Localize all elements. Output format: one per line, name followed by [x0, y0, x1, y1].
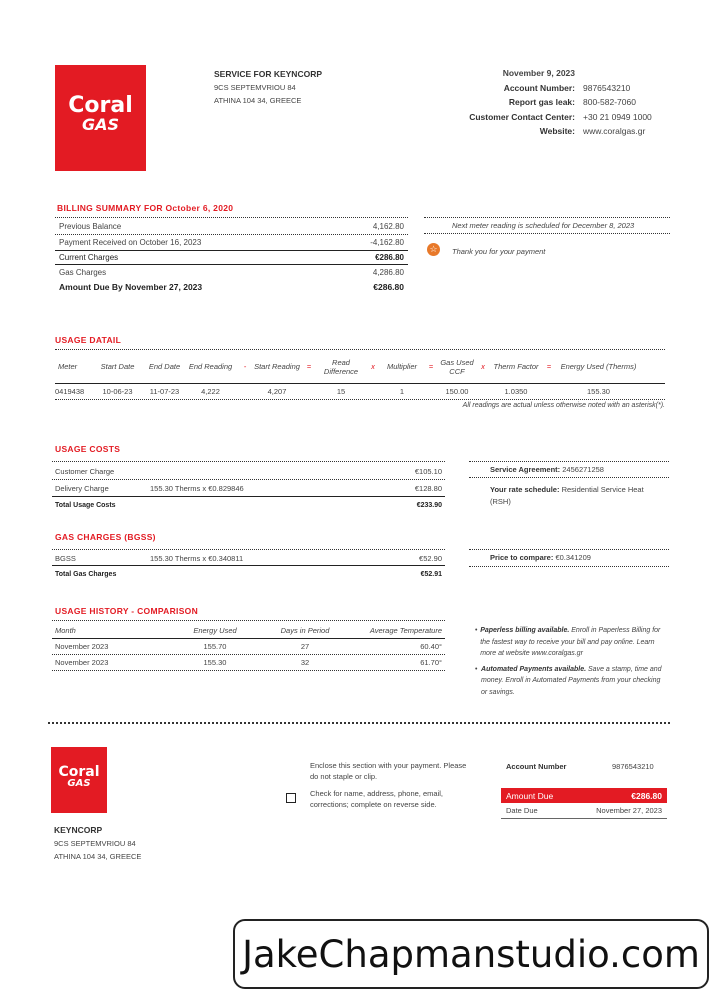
stub-name: KEYNCORP: [54, 825, 103, 835]
total-gas-label: Total Gas Charges: [55, 570, 117, 578]
total-usage-label: Total Usage Costs: [55, 501, 116, 509]
gas-leak-label: Report gas leak:: [508, 97, 575, 107]
usage-costs-title: USAGE COSTS: [55, 444, 121, 454]
divider: [469, 477, 669, 478]
cell-start-date: 10-06-23: [102, 387, 133, 396]
tear-line: [48, 722, 670, 724]
header-meter: Meter: [58, 362, 78, 371]
header-end-date: End Date: [148, 362, 181, 371]
divider: [424, 217, 670, 218]
history-energy: 155.70: [203, 642, 227, 651]
divider: [52, 549, 445, 550]
stub-address-1: 9CS SEPTEMVRIOU 84: [54, 839, 136, 848]
amount-due-label: Amount Due By November 27, 2023: [59, 282, 203, 292]
header-gas-used: Gas Used CCF: [440, 357, 474, 376]
usage-costs-table: [52, 463, 445, 513]
divider: [469, 566, 669, 567]
header-info: [420, 66, 680, 139]
service-agreement: [490, 465, 604, 474]
header-start-reading: Start Reading: [254, 362, 300, 371]
star-icon: ☆: [427, 243, 440, 256]
watermark-box: [233, 919, 709, 989]
autopay-title: Automated Payments available.: [481, 665, 587, 673]
header-start-date: Start Date: [100, 362, 135, 371]
previous-balance-label: Previous Balance: [59, 222, 122, 231]
divider: [55, 217, 408, 218]
contact-center-label: Customer Contact Center:: [469, 111, 575, 122]
website-value[interactable]: www.coralgas.gr: [583, 126, 646, 136]
contact-center-value: +30 21 0949 1000: [583, 111, 652, 122]
divider: [469, 549, 669, 550]
account-number-label: Account Number:: [503, 82, 575, 93]
header-read-difference: Read Difference: [323, 357, 359, 376]
company-logo: [55, 65, 146, 171]
delivery-charge-label: Delivery Charge: [55, 483, 109, 493]
current-charges-label: Current Charges: [59, 253, 119, 262]
sender-address-1: 9CS SEPTEMVRIOU 84: [214, 83, 296, 92]
rate-schedule-value: Residential Service Heat (RSH): [490, 485, 644, 506]
billing-summary-title: BILLING SUMMARY FOR October 6, 2020: [57, 203, 234, 213]
header-energy-used: Energy Used (Therms): [560, 362, 637, 371]
gas-charges-table: [52, 551, 445, 582]
cell-read-difference: 15: [336, 387, 346, 396]
stub-account-label: Account Number: [506, 762, 567, 771]
header-times: x: [371, 362, 375, 371]
header-minus: -: [243, 362, 247, 371]
price-to-compare-value: €0.341209: [555, 553, 591, 562]
logo-subtext: GAS: [67, 778, 91, 789]
total-usage-value: €233.90: [416, 501, 442, 509]
rate-schedule-label: Your rate schedule:: [490, 485, 560, 494]
billing-summary-table: [55, 219, 408, 295]
rate-schedule: [490, 484, 660, 508]
sender-name: SERVICE FOR KEYNCORP: [214, 69, 323, 79]
history-month: November 2023: [55, 642, 109, 651]
list-item: • Paperless billing available. Enroll in Paperless Billing for the fastest way to receive your bill and pay online. Learn more at website www.coralgas.gr: [475, 627, 661, 657]
list-item: • Automated Payments available. Save a stamp, time and money. Enroll in Automated Payments from your checking or savings.: [475, 665, 662, 696]
history-days: 27: [300, 642, 310, 651]
sender-block: [214, 68, 322, 107]
header-times: x: [481, 362, 485, 371]
usage-history-title: USAGE HISTORY - COMPARISON: [55, 606, 199, 616]
info-bullets: [475, 625, 665, 698]
gas-charges-title: GAS CHARGES (BGSS): [55, 532, 156, 542]
cell-end-reading: 4,222: [201, 387, 220, 396]
autopay-text: Save a stamp, time and money. Enroll in Automated Payments from your checking or savings.: [481, 665, 662, 696]
usage-detail-table: [55, 350, 665, 409]
gas-charges-label: Gas Charges: [59, 267, 107, 277]
correction-checkbox[interactable]: [286, 793, 296, 803]
sender-address-2: ATHINA 104 34, GREECE: [214, 96, 302, 105]
history-days: 32: [300, 658, 310, 667]
price-to-compare: [490, 553, 591, 562]
history-month: November 2023: [55, 658, 109, 667]
meter-reading-notice: Next meter reading is scheduled for December 8, 2023: [452, 221, 635, 230]
cell-multiplier: 1: [399, 387, 405, 396]
cell-meter: 0419438: [55, 387, 85, 396]
stub-amount-due-value: €286.80: [631, 790, 662, 801]
payment-received-label: Payment Received on October 16, 2023: [59, 238, 202, 247]
watermark-text: JakeChapmanstudio.com: [242, 932, 700, 976]
history-temperature: 60.40°: [420, 642, 442, 651]
total-gas-value: €52.91: [420, 570, 442, 578]
header-equals: =: [428, 362, 434, 371]
history-header-days: Days in Period: [280, 625, 330, 635]
history-header-energy: Energy Used: [193, 625, 237, 635]
price-to-compare-label: Price to compare:: [490, 553, 554, 562]
history-energy: 155.30: [203, 658, 227, 667]
previous-balance-value: 4,162.80: [372, 222, 404, 231]
current-charges-value: €286.80: [375, 253, 404, 262]
history-header-month: Month: [55, 625, 76, 635]
divider: [469, 461, 669, 462]
stub-account-value: 9876543210: [612, 762, 654, 771]
cell-gas-used: 150.00: [445, 387, 469, 396]
table-row: [55, 384, 665, 399]
header-end-reading: End Reading: [188, 362, 233, 371]
customer-charge-label: Customer Charge: [55, 466, 115, 476]
usage-detail-title: USAGE DATAIL: [55, 335, 122, 345]
logo-subtext: GAS: [81, 115, 120, 134]
payment-received-value: -4,162.80: [370, 238, 404, 247]
bgss-label: BGSS: [55, 553, 76, 563]
statement-date: November 9, 2023: [502, 68, 575, 78]
divider: [52, 461, 445, 462]
cell-therm-factor: 1.0350: [504, 387, 528, 396]
divider: [501, 818, 667, 819]
stub-amount-due-box: [501, 788, 667, 803]
logo-text: Coral: [68, 93, 133, 118]
customer-charge-value: €105.10: [414, 466, 442, 476]
enclose-note: Enclose this section with your payment. Please do not staple or clip.: [310, 761, 467, 781]
bgss-value: €52.90: [419, 553, 442, 563]
gas-leak-value: 800-582-7060: [583, 97, 636, 107]
header-multiplier: Multiplier: [386, 362, 417, 371]
amount-due-value: €286.80: [373, 282, 404, 292]
gas-charges-value: 4,286.80: [372, 267, 404, 277]
paperless-text: Enroll in Paperless Billing for the fastest way to receive your bill and pay online. Learn more at website www.coralgas.gr: [480, 627, 661, 657]
stub-amount-due-label: Amount Due: [506, 790, 554, 801]
table-row: [52, 639, 445, 654]
stub-address: [54, 824, 141, 863]
account-number-value: 9876543210: [583, 82, 631, 93]
table-row: [52, 655, 445, 670]
header-therm-factor: Therm Factor: [493, 362, 539, 371]
history-temperature: 61.70°: [420, 658, 442, 667]
delivery-charge-value: €128.80: [414, 483, 442, 493]
cell-energy-used: 155.30: [587, 387, 610, 396]
header-equals: =: [546, 362, 552, 371]
cell-end-date: 11-07-23: [149, 387, 180, 396]
correction-note: Check for name, address, phone, email, corrections; complete on reverse side.: [310, 789, 443, 809]
logo-text: Coral: [58, 764, 100, 780]
stub-address-2: ATHINA 104 34, GREECE: [54, 852, 142, 861]
website-label: Website:: [539, 126, 575, 136]
paperless-title: Paperless billing available.: [480, 627, 570, 634]
history-header-temperature: Average Temperature: [369, 625, 442, 635]
divider: [424, 233, 670, 234]
usage-detail-header: [55, 350, 665, 383]
thank-you-notice: Thank you for your payment: [452, 247, 546, 256]
service-agreement-label: Service Agreement:: [490, 465, 561, 474]
usage-history-table: [52, 622, 445, 671]
usage-footnote: All readings are actual unless otherwise noted with an asterisk(*).: [462, 402, 665, 409]
delivery-charge-detail: 155.30 Therms x €0.829846: [150, 483, 244, 493]
stub-date-due-value: November 27, 2023: [596, 806, 662, 815]
stub-date-due-label: Date Due: [506, 806, 538, 815]
header-equals: =: [306, 362, 312, 371]
bgss-detail: 155.30 Therms x €0.340811: [150, 553, 244, 563]
service-agreement-value: 2456271258: [562, 465, 604, 474]
stub-date-due-row: [506, 806, 662, 815]
cell-start-reading: 4,207: [267, 387, 287, 396]
divider: [52, 620, 445, 621]
stub-logo: [51, 747, 107, 813]
